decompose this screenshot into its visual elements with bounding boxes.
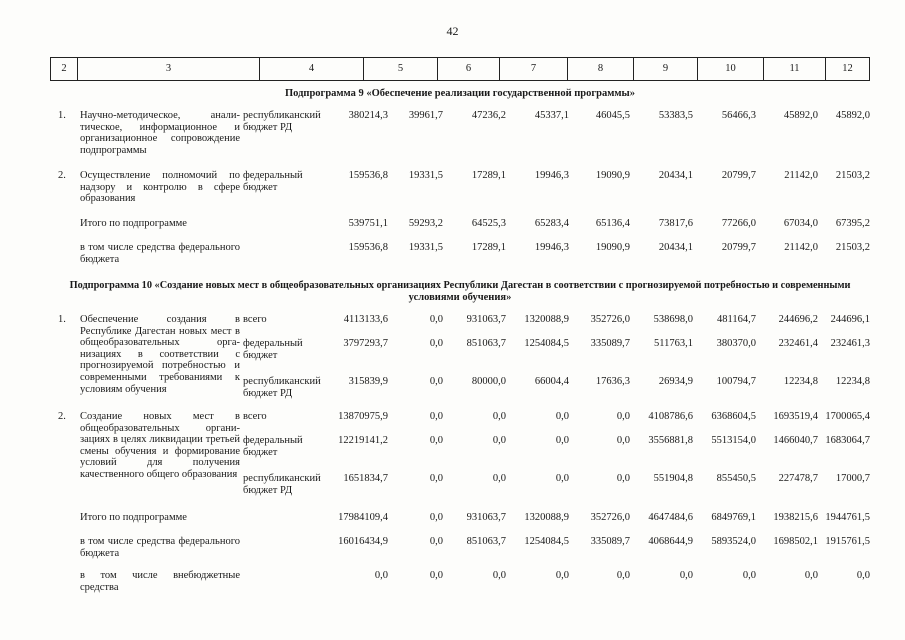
value-cell: 6849769,1: [711, 512, 756, 523]
value-cell: 0,0: [429, 338, 443, 349]
value-cell: 4108786,6: [648, 411, 693, 422]
row-funding-source: республиканский бюджет РД: [243, 110, 321, 133]
row-funding-source: всего: [243, 411, 267, 422]
subprogram-10-title-line1: Подпрограмма 10 «Создание новых мест в общеобразовательных организациях Республики Дагестан в соответствии с прогнозируемой потребностью и современными: [69, 280, 851, 291]
header-cell-9: 9: [634, 58, 698, 80]
header-cell-7: 7: [500, 58, 568, 80]
value-cell: 0,0: [679, 570, 693, 581]
header-cell-10: 10: [698, 58, 764, 80]
value-cell: 1466040,7: [773, 435, 818, 446]
value-cell: 352726,0: [590, 512, 630, 523]
value-cell: 352726,0: [590, 314, 630, 325]
value-cell: 0,0: [429, 411, 443, 422]
value-cell: 5513154,0: [711, 435, 756, 446]
subprogram-9-title: Подпрограмма 9 «Обеспечение реализации государственной программы»: [284, 88, 636, 99]
value-cell: 1693519,4: [773, 411, 818, 422]
value-cell: 67395,2: [835, 218, 870, 229]
value-cell: 0,0: [492, 411, 506, 422]
row-description: в том числе внебюджетные средства: [80, 570, 240, 593]
value-cell: 6368604,5: [711, 411, 756, 422]
header-cell-5: 5: [364, 58, 438, 80]
value-cell: 20434,1: [658, 242, 693, 253]
header-cell-4: 4: [260, 58, 364, 80]
value-cell: 73817,6: [658, 218, 693, 229]
value-cell: 21503,2: [835, 242, 870, 253]
value-cell: 0,0: [374, 570, 388, 581]
value-cell: 0,0: [742, 570, 756, 581]
value-cell: 539751,1: [348, 218, 388, 229]
value-cell: 0,0: [856, 570, 870, 581]
value-cell: 159536,8: [348, 170, 388, 181]
row-description: Обеспечение создания в Республике Дагестан новых мест в общеобразовательных орга-низациях в соответствии с прогнозируемой потребностью и современными требованиями к условиям обучения: [80, 314, 240, 395]
row-description: Научно-методическое, анали-тическое, информационное и организационное сопровождение подпрограммы: [80, 110, 240, 156]
value-cell: 66004,4: [534, 376, 569, 387]
row-index: 2.: [58, 170, 66, 181]
value-cell: 0,0: [492, 570, 506, 581]
value-cell: 20799,7: [721, 170, 756, 181]
value-cell: 3797293,7: [343, 338, 388, 349]
value-cell: 0,0: [429, 473, 443, 484]
value-cell: 1320088,9: [524, 512, 569, 523]
value-cell: 45337,1: [534, 110, 569, 121]
value-cell: 67034,0: [783, 218, 818, 229]
value-cell: 1254084,5: [524, 536, 569, 547]
value-cell: 17984109,4: [338, 512, 388, 523]
value-cell: 12234,8: [835, 376, 870, 387]
value-cell: 159536,8: [348, 242, 388, 253]
value-cell: 1698502,1: [773, 536, 818, 547]
value-cell: 538698,0: [653, 314, 693, 325]
value-cell: 1683064,7: [825, 435, 870, 446]
row-description: Осуществление полномочий по надзору и контролю в сфере образования: [80, 170, 240, 204]
value-cell: 481164,7: [717, 314, 756, 325]
value-cell: 17289,1: [471, 242, 506, 253]
header-cell-6: 6: [438, 58, 500, 80]
row-description: Итого по подпрограмме: [80, 512, 187, 523]
value-cell: 335089,7: [590, 338, 630, 349]
subprogram-10-title-line2: условиями обучения»: [408, 292, 512, 303]
value-cell: 5893524,0: [711, 536, 756, 547]
row-funding-source: республиканский бюджет РД: [243, 376, 321, 399]
value-cell: 232461,3: [830, 338, 870, 349]
row-index: 2.: [58, 411, 66, 422]
value-cell: 315839,9: [348, 376, 388, 387]
value-cell: 851063,7: [466, 338, 506, 349]
header-cell-2: 2: [51, 58, 78, 80]
value-cell: 0,0: [804, 570, 818, 581]
row-index: 1.: [58, 110, 66, 121]
value-cell: 0,0: [429, 570, 443, 581]
value-cell: 100794,7: [716, 376, 756, 387]
row-index: 1.: [58, 314, 66, 325]
page-number: 42: [446, 24, 459, 38]
value-cell: 1254084,5: [524, 338, 569, 349]
value-cell: 19090,9: [595, 242, 630, 253]
row-funding-source: федеральный бюджет: [243, 435, 303, 458]
value-cell: 64525,3: [471, 218, 506, 229]
value-cell: 931063,7: [466, 314, 506, 325]
value-cell: 1700065,4: [825, 411, 870, 422]
value-cell: 80000,0: [471, 376, 506, 387]
value-cell: 45892,0: [783, 110, 818, 121]
value-cell: 227478,7: [778, 473, 818, 484]
value-cell: 21142,0: [784, 170, 818, 181]
value-cell: 45892,0: [835, 110, 870, 121]
value-cell: 232461,4: [778, 338, 818, 349]
value-cell: 380214,3: [348, 110, 388, 121]
value-cell: 244696,1: [830, 314, 870, 325]
table-header-row: [50, 57, 870, 81]
value-cell: 0,0: [429, 314, 443, 325]
value-cell: 13870975,9: [338, 411, 388, 422]
header-cell-8: 8: [568, 58, 634, 80]
value-cell: 17636,3: [595, 376, 630, 387]
value-cell: 77266,0: [721, 218, 756, 229]
value-cell: 53383,5: [658, 110, 693, 121]
row-funding-source: республиканский бюджет РД: [243, 473, 321, 496]
value-cell: 20434,1: [658, 170, 693, 181]
row-funding-source: всего: [243, 314, 267, 325]
row-description: Итого по подпрограмме: [80, 218, 187, 229]
value-cell: 380370,0: [716, 338, 756, 349]
value-cell: 17000,7: [835, 473, 870, 484]
row-description: в том числе средства федерального бюджета: [80, 536, 240, 559]
value-cell: 17289,1: [471, 170, 506, 181]
value-cell: 0,0: [429, 376, 443, 387]
value-cell: 0,0: [492, 473, 506, 484]
value-cell: 12234,8: [783, 376, 818, 387]
value-cell: 19331,5: [408, 242, 443, 253]
value-cell: 4647484,6: [648, 512, 693, 523]
value-cell: 851063,7: [466, 536, 506, 547]
value-cell: 0,0: [616, 411, 630, 422]
value-cell: 0,0: [555, 570, 569, 581]
value-cell: 16016434,9: [338, 536, 388, 547]
value-cell: 20799,7: [721, 242, 756, 253]
header-cell-12: 12: [842, 63, 853, 74]
value-cell: 46045,5: [595, 110, 630, 121]
value-cell: 0,0: [492, 435, 506, 446]
value-cell: 855450,5: [716, 473, 756, 484]
value-cell: 1320088,9: [524, 314, 569, 325]
value-cell: 1651834,7: [343, 473, 388, 484]
value-cell: 0,0: [616, 435, 630, 446]
value-cell: 0,0: [555, 435, 569, 446]
value-cell: 19946,3: [534, 242, 569, 253]
value-cell: 47236,2: [471, 110, 506, 121]
value-cell: 931063,7: [466, 512, 506, 523]
row-description: Создание новых мест в общеобразовательных органи-зациях в целях ликвидации третьей смены обучения и формирование условий для получения качественного общего образования: [80, 411, 240, 480]
row-description: в том числе средства федерального бюджета: [80, 242, 240, 265]
value-cell: 26934,9: [658, 376, 693, 387]
value-cell: 1915761,5: [825, 536, 870, 547]
value-cell: 19946,3: [534, 170, 569, 181]
value-cell: 21503,2: [835, 170, 870, 181]
value-cell: 39961,7: [408, 110, 443, 121]
value-cell: 0,0: [616, 473, 630, 484]
value-cell: 0,0: [555, 411, 569, 422]
value-cell: 1938215,6: [773, 512, 818, 523]
value-cell: 0,0: [616, 570, 630, 581]
value-cell: 3556881,8: [648, 435, 693, 446]
value-cell: 21142,0: [784, 242, 818, 253]
value-cell: 65136,4: [595, 218, 630, 229]
value-cell: 0,0: [429, 536, 443, 547]
header-cell-3: 3: [78, 58, 260, 80]
value-cell: 4113133,6: [343, 314, 388, 325]
row-funding-source: федеральный бюджет: [243, 170, 303, 193]
value-cell: 0,0: [429, 512, 443, 523]
value-cell: 59293,2: [408, 218, 443, 229]
value-cell: 12219141,2: [338, 435, 388, 446]
header-cell-11: 11: [764, 58, 826, 80]
row-funding-source: федеральный бюджет: [243, 338, 303, 361]
value-cell: 511763,1: [654, 338, 693, 349]
value-cell: 19090,9: [595, 170, 630, 181]
value-cell: 19331,5: [408, 170, 443, 181]
value-cell: 551904,8: [653, 473, 693, 484]
value-cell: 244696,2: [778, 314, 818, 325]
value-cell: 56466,3: [721, 110, 756, 121]
value-cell: 4068644,9: [648, 536, 693, 547]
value-cell: 0,0: [555, 473, 569, 484]
value-cell: 0,0: [429, 435, 443, 446]
value-cell: 335089,7: [590, 536, 630, 547]
value-cell: 65283,4: [534, 218, 569, 229]
value-cell: 1944761,5: [825, 512, 870, 523]
